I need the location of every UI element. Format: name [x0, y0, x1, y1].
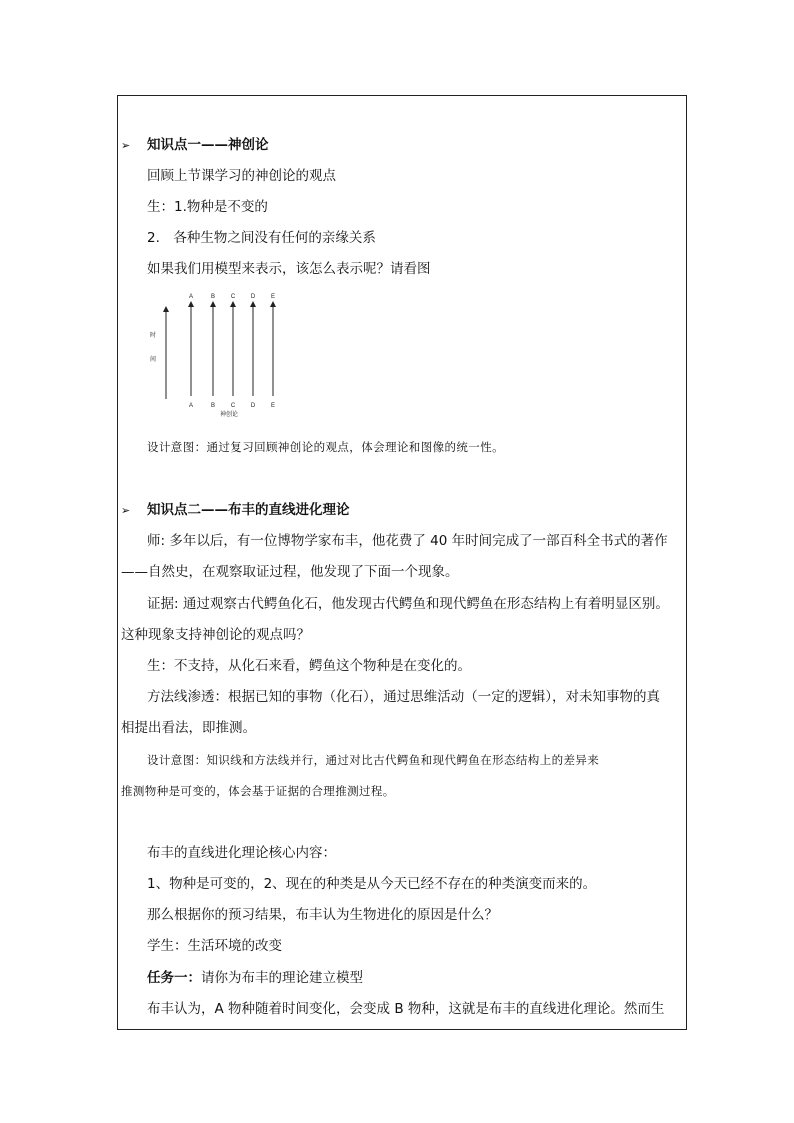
- section2-p2-line1: 证据: 通过观察古代鳄鱼化石，他发现古代鳄鱼和现代鳄鱼在形态结构上有着明显区别。: [147, 596, 669, 612]
- diagram-top-label-e: E: [270, 294, 276, 300]
- diagram-time-label-2: 间: [149, 357, 157, 363]
- core-points: 1、物种是可变的，2、现在的种类是从今天已经不存在的种类演变而来的。: [147, 876, 597, 892]
- section2-question: 那么根据你的预习结果，布丰认为生物进化的原因是什么？: [147, 907, 498, 923]
- section1-question: 如果我们用模型来表示，该怎么表示呢？请看图: [147, 261, 431, 277]
- section2-note-line1: 设计意图：知识线和方法线并行，通过对比古代鳄鱼和现代鳄鱼在形态结构上的差异来: [147, 753, 600, 767]
- section2-p4-line2: 相提出看法，即推测。: [121, 720, 256, 736]
- bullet-icon: ➢: [121, 504, 131, 517]
- diagram-bottom-label-b: B: [210, 403, 216, 409]
- section2-title: 知识点二——布丰的直线进化理论: [147, 502, 350, 518]
- bullet-icon: ➢: [121, 139, 131, 152]
- section2-p1-line2: ——自然史，在观察取证过程，他发现了下面一个现象。: [121, 564, 459, 580]
- diagram-top-label-a: A: [188, 294, 194, 300]
- diagram-top-label-d: D: [250, 294, 256, 300]
- section2-p1-line1: 师: 多年以后，有一位博物学家布丰，他花费了 40 年时间完成了一部百科全书式的著作: [147, 533, 668, 549]
- core-title: 布丰的直线进化理论核心内容：: [147, 845, 336, 861]
- diagram-caption: 神创论: [219, 412, 239, 418]
- task-text: 请你为布丰的理论建立模型: [201, 970, 363, 986]
- section2-p3: 生：不支持，从化石来看，鳄鱼这个物种是在变化的。: [147, 658, 471, 674]
- section1-design-note: 设计意图：通过复习回顾神创论的观点，体会理论和图像的统一性。: [147, 440, 504, 454]
- creationism-diagram: [146, 291, 296, 421]
- diagram-bottom-label-a: A: [188, 403, 194, 409]
- section2-note-line2: 推测物种是可变的，体会基于证据的合理推测过程。: [121, 784, 395, 798]
- diagram-bottom-label-e: E: [270, 403, 276, 409]
- diagram-top-label-c: C: [230, 294, 236, 300]
- section2-answer: 学生：生活环境的改变: [147, 938, 282, 954]
- document-frame: [117, 95, 687, 1030]
- task-one: [147, 969, 363, 987]
- section1-title: 知识点一——神创论: [147, 137, 269, 153]
- diagram-top-label-b: B: [210, 294, 216, 300]
- section1-point2: 2. 各种生物之间没有任何的亲缘关系: [147, 230, 376, 246]
- section1-review: 回顾上节课学习的神创论的观点: [147, 168, 336, 184]
- section1-point1: 生：1.物种是不变的: [147, 199, 268, 215]
- diagram-bottom-label-d: D: [250, 403, 256, 409]
- section2-p4-line1: 方法线渗透：根据已知的事物（化石），通过思维活动（一定的逻辑），对未知事物的真: [147, 689, 660, 705]
- section2-last-line: 布丰认为，A 物种随着时间变化，会变成 B 物种，这就是布丰的直线进化理论。然而生: [147, 1001, 665, 1017]
- task-label: 任务一：: [147, 970, 201, 986]
- section2-p2-line2: 这种现象支持神创论的观点吗？: [121, 627, 310, 643]
- diagram-time-label-1: 时: [149, 333, 157, 339]
- diagram-bottom-label-c: C: [230, 403, 236, 409]
